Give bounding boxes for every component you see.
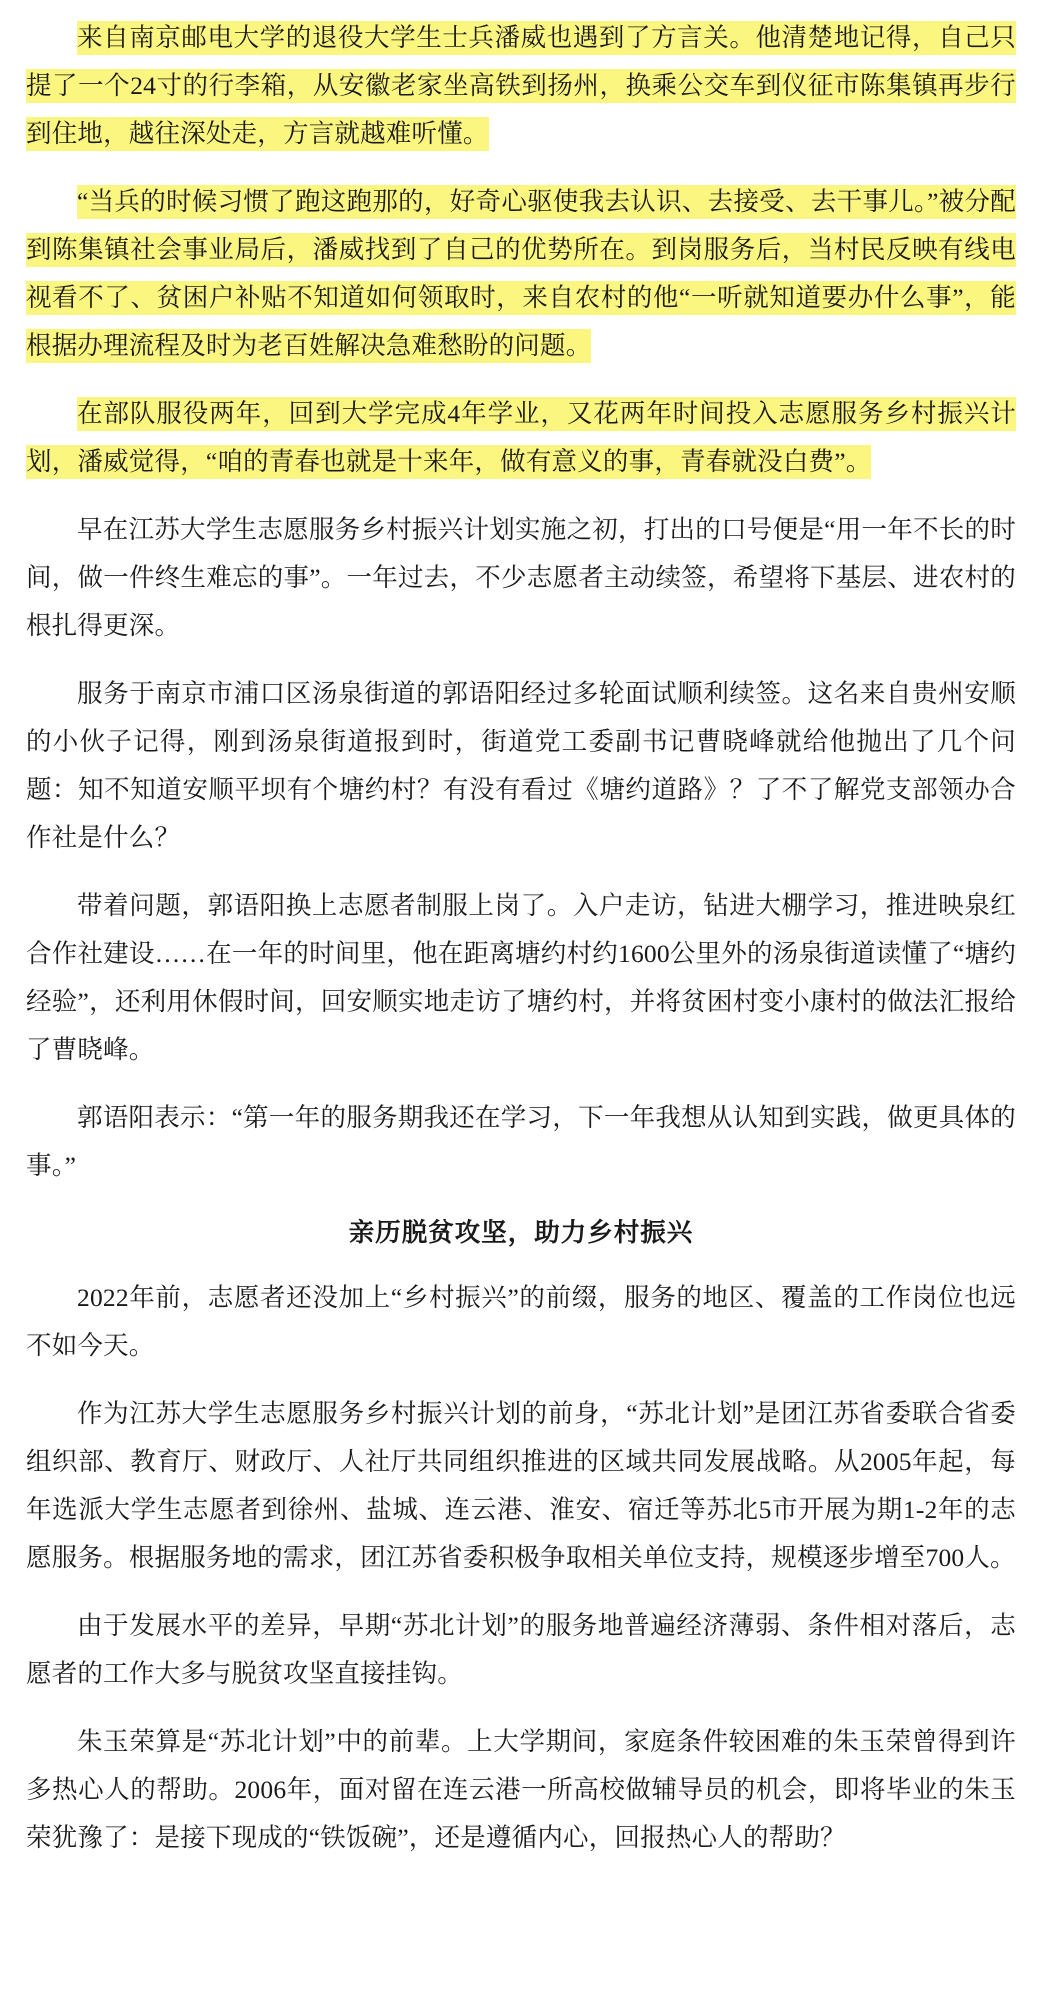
section-subheading: 亲历脱贫攻坚，助力乡村振兴 bbox=[348, 1218, 694, 1247]
paragraph bbox=[26, 178, 1016, 370]
paragraph: 朱玉荣算是“苏北计划”中的前辈。上大学期间，家庭条件较困难的朱玉荣曾得到许多热心人的帮助。2006年，面对留在连云港一所高校做辅导员的机会，即将毕业的朱玉荣犹豫了：是接下现成的“铁饭碗”，还是遵循内心，回报热心人的帮助？ bbox=[26, 1727, 1016, 1852]
highlighted-text: 在部队服役两年，回到大学完成4年学业，又花两年时间投入志愿服务乡村振兴计划，潘威觉得，“咱的青春也就是十来年，做有意义的事，青春就没白费”。 bbox=[26, 397, 1016, 479]
paragraph bbox=[26, 390, 1016, 486]
paragraph: 服务于南京市浦口区汤泉街道的郭语阳经过多轮面试顺利续签。这名来自贵州安顺的小伙子记得，刚到汤泉街道报到时，街道党工委副书记曹晓峰就给他抛出了几个问题：知不知道安顺平坝有个塘约村？有没有看过《塘约道路》？了不了解党支部领办合作社是什么？ bbox=[26, 679, 1016, 852]
paragraph bbox=[26, 14, 1016, 158]
highlighted-text: “当兵的时候习惯了跑这跑那的，好奇心驱使我去认识、去接受、去干事儿。”被分配到陈集镇社会事业局后，潘威找到了自己的优势所在。到岗服务后，当村民反映有线电视看不了、贫困户补贴不知道如何领取时，来自农村的他“一听就知道要办什么事”，能根据办理流程及时为老百姓解决急难愁盼的问题。 bbox=[26, 185, 1016, 363]
paragraph: 由于发展水平的差异，早期“苏北计划”的服务地普遍经济薄弱、条件相对落后，志愿者的工作大多与脱贫攻坚直接挂钩。 bbox=[26, 1611, 1016, 1688]
paragraph: 带着问题，郭语阳换上志愿者制服上岗了。入户走访，钻进大棚学习，推进映泉红合作社建设……在一年的时间里，他在距离塘约村约1600公里外的汤泉街道读懂了“塘约经验”，还利用休假时间，回安顺实地走访了塘约村，并将贫困村变小康村的做法汇报给了曹晓峰。 bbox=[26, 891, 1016, 1064]
paragraph: 早在江苏大学生志愿服务乡村振兴计划实施之初，打出的口号便是“用一年不长的时间，做一件终生难忘的事”。一年过去，不少志愿者主动续签，希望将下基层、进农村的根扎得更深。 bbox=[26, 515, 1016, 640]
paragraph: 郭语阳表示：“第一年的服务期我还在学习，下一年我想从认知到实践，做更具体的事。” bbox=[26, 1103, 1016, 1180]
paragraph: 2022年前，志愿者还没加上“乡村振兴”的前缀，服务的地区、覆盖的工作岗位也远不如今天。 bbox=[26, 1283, 1016, 1360]
highlighted-text: 来自南京邮电大学的退役大学生士兵潘威也遇到了方言关。他清楚地记得，自己只提了一个24寸的行李箱，从安徽老家坐高铁到扬州，换乘公交车到仪征市陈集镇再步行到住地，越往深处走，方言就越难听懂。 bbox=[26, 21, 1016, 151]
paragraph: 作为江苏大学生志愿服务乡村振兴计划的前身，“苏北计划”是团江苏省委联合省委组织部、教育厅、财政厅、人社厅共同组织推进的区域共同发展战略。从2005年起，每年选派大学生志愿者到徐州、盐城、连云港、淮安、宿迁等苏北5市开展为期1-2年的志愿服务。根据服务地的需求，团江苏省委积极争取相关单位支持，规模逐步增至700人。 bbox=[26, 1399, 1016, 1572]
